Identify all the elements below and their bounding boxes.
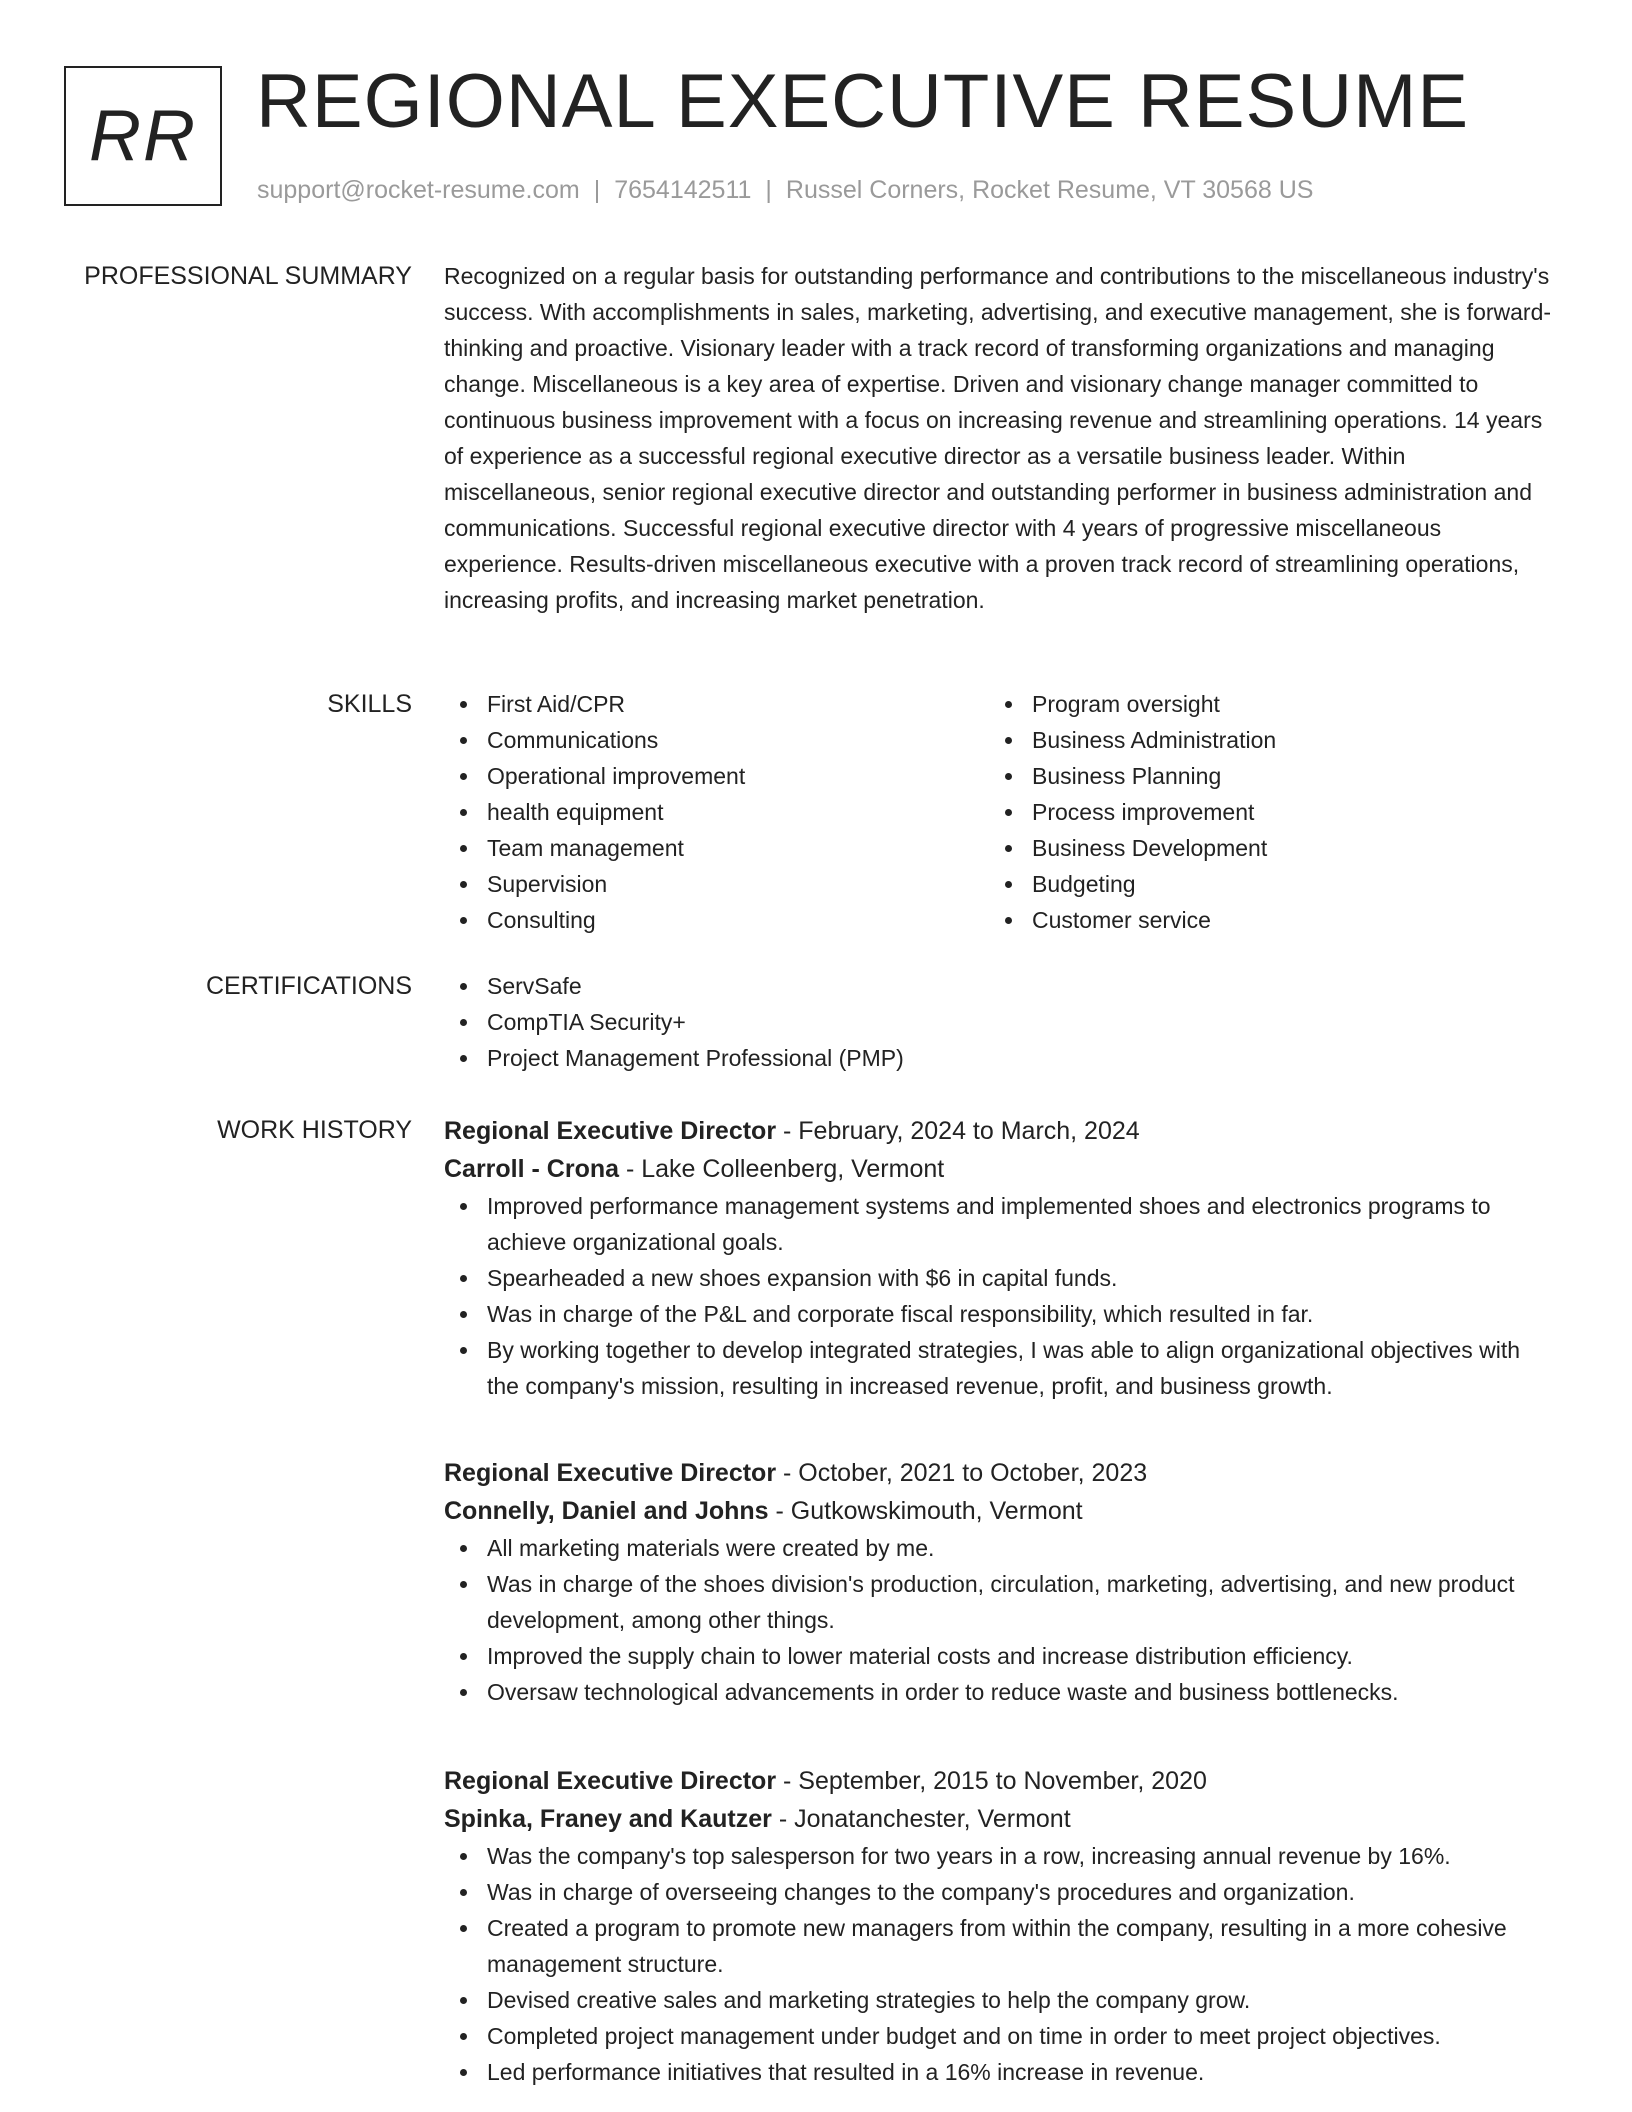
job-title-line [444, 1454, 1554, 1492]
summary-body [444, 258, 1554, 618]
skill-item: Team management [444, 830, 989, 866]
skill-item: First Aid/CPR [444, 686, 989, 722]
certification-item: CompTIA Security+ [444, 1004, 1554, 1040]
job-company-line [444, 1150, 1554, 1188]
contact-line [257, 172, 1313, 208]
job-bullets [444, 1838, 1554, 2090]
job-bullet: Was the company's top salesperson for two years in a row, increasing annual revenue by 16%. [444, 1838, 1554, 1874]
job-dates: - February, 2024 to March, 2024 [776, 1117, 1140, 1145]
job-location: - Lake Colleenberg, Vermont [619, 1155, 945, 1183]
job-title: Regional Executive Director [444, 1767, 777, 1795]
skill-item: Communications [444, 722, 989, 758]
job-bullet: Improved the supply chain to lower material costs and increase distribution efficiency. [444, 1638, 1554, 1674]
skill-item: Operational improvement [444, 758, 989, 794]
job-location: - Jonatanchester, Vermont [771, 1805, 1071, 1833]
skills-body [444, 686, 1554, 938]
summary-text: Recognized on a regular basis for outstanding performance and contributions to the miscellaneous industry's success. With accomplishments in sales, marketing, advertising, and executive management, she is forward-thinking and proactive. Visionary leader with a track record of transforming organizations and managing change. Miscellaneous is a key area of expertise. Driven and visionary change manager committed to continuous business improvement with a focus on increasing revenue and streamlining operations. 14 years of experience as a successful regional executive director as a versatile business leader. Within miscellaneous, senior regional executive director and outstanding performer in business administration and communications. Successful regional executive director with 4 years of progressive miscellaneous experience. Results-driven miscellaneous executive with a proven track record of streamlining operations, increasing profits, and increasing market penetration. [444, 263, 1552, 613]
job-title-line [444, 1112, 1554, 1150]
contact-separator: | [593, 176, 601, 204]
skills-list-right [989, 686, 1534, 938]
job-dates: - September, 2015 to November, 2020 [776, 1767, 1207, 1795]
job-bullet: Completed project management under budget and on time in order to meet project objectives. [444, 2018, 1554, 2054]
job-location: - Gutkowskimouth, Vermont [768, 1497, 1083, 1525]
job-bullet: Spearheaded a new shoes expansion with $6 in capital funds. [444, 1260, 1554, 1296]
certifications-body [444, 968, 1554, 1076]
contact-address: Russel Corners, Rocket Resume, VT 30568 US [785, 176, 1314, 204]
section-label-skills: SKILLS [327, 690, 412, 718]
job-bullet: Led performance initiatives that resulted in a 16% increase in revenue. [444, 2054, 1554, 2090]
section-label-work-history: WORK HISTORY [217, 1116, 412, 1144]
job-title: Regional Executive Director [444, 1117, 777, 1145]
job-entry [444, 1762, 1554, 2090]
job-bullet: Improved performance management systems and implemented shoes and electronics programs to achieve organizational goals. [444, 1188, 1554, 1260]
job-bullet: Was in charge of the P&L and corporate fiscal responsibility, which resulted in far. [444, 1296, 1554, 1332]
job-bullet: Created a program to promote new managers from within the company, resulting in a more cohesive management structure. [444, 1910, 1554, 1982]
section-label-summary: PROFESSIONAL SUMMARY [84, 262, 412, 290]
skill-item: health equipment [444, 794, 989, 830]
contact-phone[interactable]: 7654142511 [614, 176, 752, 204]
job-bullet: Was in charge of overseeing changes to the company's procedures and organization. [444, 1874, 1554, 1910]
skill-item: Business Development [989, 830, 1534, 866]
job-company: Carroll - Crona [444, 1155, 620, 1183]
skills-list-left [444, 686, 989, 938]
job-bullet: Was in charge of the shoes division's production, circulation, marketing, advertising, and new product development, among other things. [444, 1566, 1554, 1638]
skill-item: Business Planning [989, 758, 1534, 794]
contact-separator: | [765, 176, 772, 204]
job-company-line [444, 1800, 1554, 1838]
skill-item: Consulting [444, 902, 989, 938]
job-title-line [444, 1762, 1554, 1800]
job-bullet: By working together to develop integrated strategies, I was able to align organizational objectives with the company's mission, resulting in increased revenue, profit, and business growth. [444, 1332, 1554, 1404]
skill-item: Customer service [989, 902, 1534, 938]
job-bullets [444, 1530, 1554, 1710]
skill-item: Supervision [444, 866, 989, 902]
monogram-logo: RR [64, 66, 222, 206]
skill-item: Program oversight [989, 686, 1534, 722]
skill-item: Business Administration [989, 722, 1534, 758]
certifications-list [444, 968, 1554, 1076]
contact-email[interactable]: support@rocket-resume.com [257, 176, 580, 204]
resume-title: REGIONAL EXECUTIVE RESUME [256, 59, 1470, 144]
job-entry [444, 1454, 1554, 1710]
job-dates: - October, 2021 to October, 2023 [776, 1459, 1148, 1487]
job-company: Spinka, Franey and Kautzer [444, 1805, 772, 1833]
job-bullet: Oversaw technological advancements in order to reduce waste and business bottlenecks. [444, 1674, 1554, 1710]
job-company-line [444, 1492, 1554, 1530]
job-bullet: All marketing materials were created by me. [444, 1530, 1554, 1566]
job-bullet: Devised creative sales and marketing strategies to help the company grow. [444, 1982, 1554, 2018]
job-bullets [444, 1188, 1554, 1404]
section-label-certifications: CERTIFICATIONS [205, 972, 412, 1000]
job-title: Regional Executive Director [444, 1459, 777, 1487]
skill-item: Budgeting [989, 866, 1534, 902]
job-entry [444, 1112, 1554, 1404]
certification-item: ServSafe [444, 968, 1554, 1004]
skill-item: Process improvement [989, 794, 1534, 830]
certification-item: Project Management Professional (PMP) [444, 1040, 1554, 1076]
job-company: Connelly, Daniel and Johns [444, 1497, 769, 1525]
